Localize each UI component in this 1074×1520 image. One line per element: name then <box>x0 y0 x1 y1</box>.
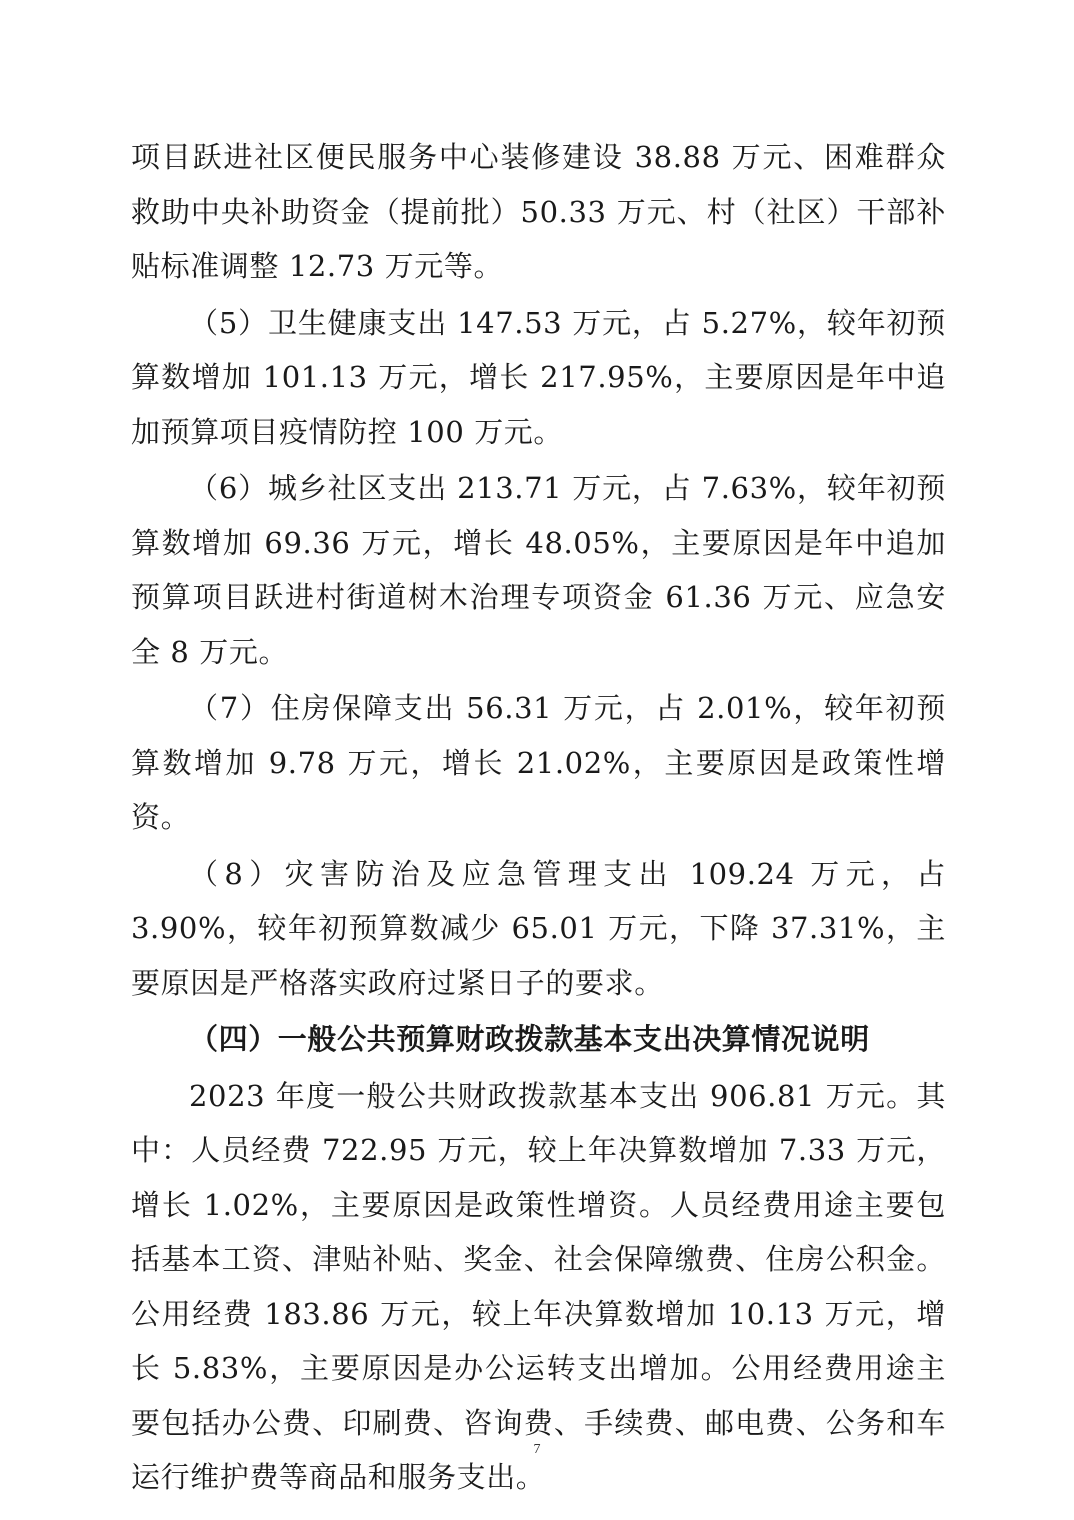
section-heading: （四）一般公共预算财政拨款基本支出决算情况说明 <box>189 1022 870 1056</box>
paragraph-urban-rural-community: （6）城乡社区支出 213.71 万元，占 7.63%，较年初预算数增加 69.36 万元，增长 48.05%，主要原因是年中追加预算项目跃进村街道树木治理专项资金 61.36 万元、应急安全 8 万元。 <box>131 471 946 669</box>
document-body <box>131 130 946 1507</box>
paragraph-disaster-prevention: （8）灾害防治及应急管理支出 109.24 万元，占 3.90%，较年初预算数减少 65.01 万元，下降 37.31%，主要原因是严格落实政府过紧日子的要求。 <box>131 856 946 1000</box>
paragraph-health-expenditure: （5）卫生健康支出 147.53 万元，占 5.27%，较年初预算数增加 101.13 万元，增长 217.95%，主要原因是年中追加预算项目疫情防控 100 万元。 <box>131 305 946 449</box>
paragraph-continuation: 项目跃进社区便民服务中心装修建设 38.88 万元、困难群众救助中央补助资金（提前批）50.33 万元、村（社区）干部补贴标准调整 12.73 万元等。 <box>131 140 946 283</box>
paragraph-housing-security: （7）住房保障支出 56.31 万元，占 2.01%，较年初预算数增加 9.78 万元，增长 21.02%，主要原因是政策性增资。 <box>131 691 946 834</box>
paragraph-basic-expenditure: 2023 年度一般公共财政拨款基本支出 906.81 万元。其中：人员经费 722.95 万元，较上年决算数增加 7.33 万元，增长 1.02%，主要原因是政策性增资。人员经费用途主要包括基本工资、津贴补贴、奖金、社会保障缴费、住房公积金。公用经费 183.86 万元，较上年决算数增加 10.13 万元，增长 5.83%，主要原因是办公运转支出增加。公用经费用途主要包括办公费、印刷费、咨询费、手续费、邮电费、公务和车运行维护费等商品和服务支出。 <box>131 1078 946 1494</box>
page-number: 7 <box>533 1442 541 1457</box>
